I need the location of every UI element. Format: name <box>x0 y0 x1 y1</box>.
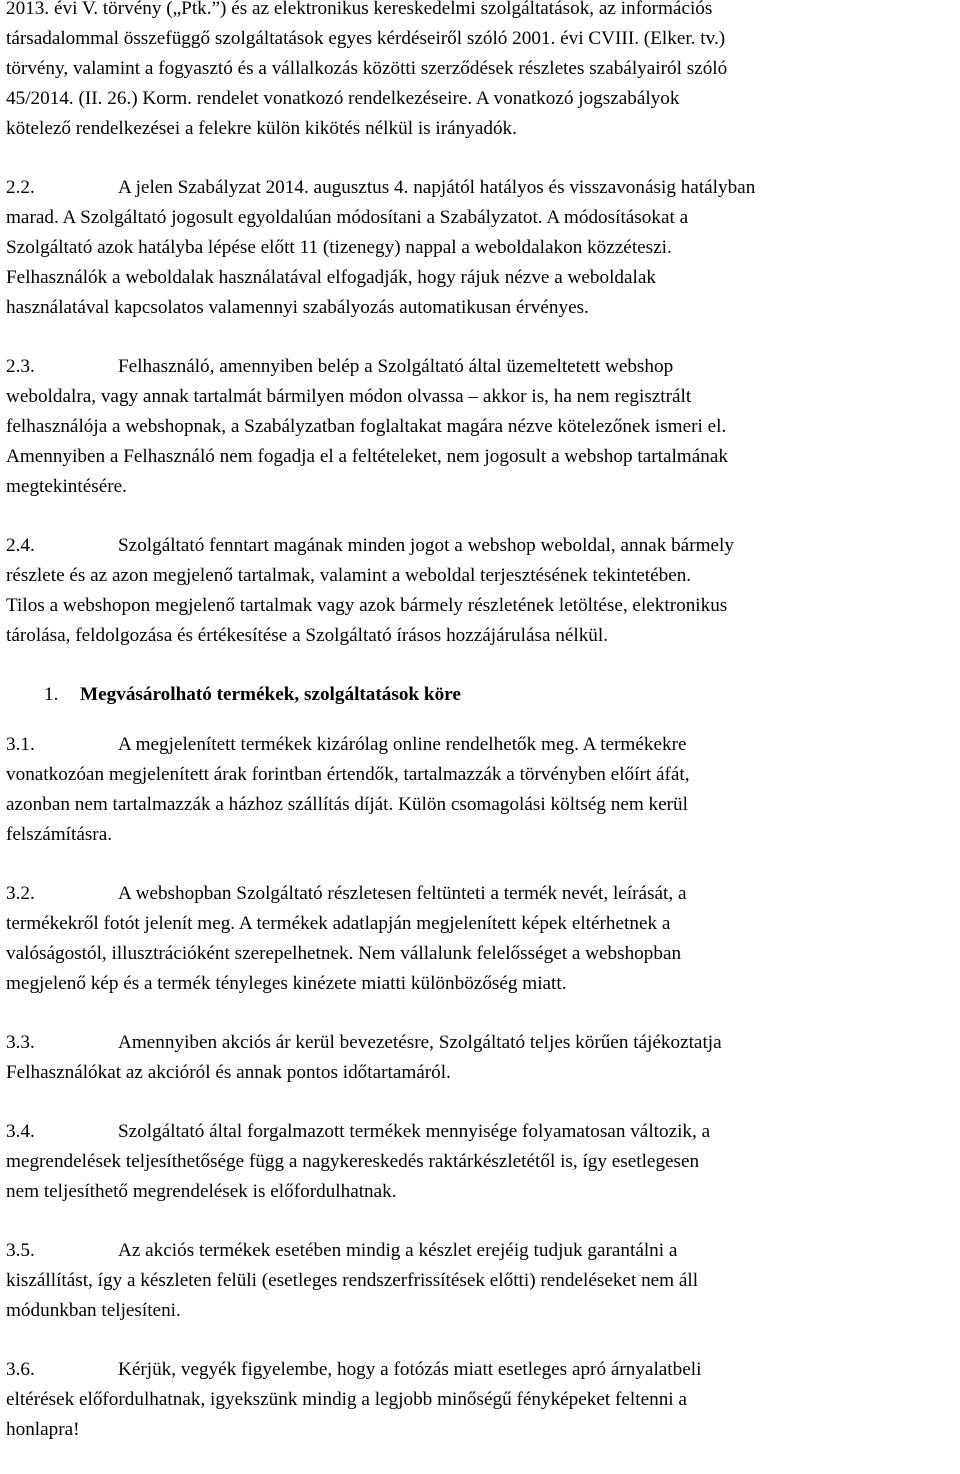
intro-line: kötelező rendelkezései a felekre külön kikötés nélkül is irányadók. <box>6 118 517 139</box>
section-2-2 <box>6 173 956 323</box>
section-line: Szolgáltató azok hatályba lépése előtt 11 (tizenegy) nappal a weboldalakon közzéteszi. <box>6 237 672 258</box>
intro-paragraph <box>6 0 956 144</box>
section-number: 3.1. <box>6 734 35 755</box>
section-line: részlete és az azon megjelenő tartalmak, valamint a weboldal terjesztésének tekintetében. <box>6 565 692 586</box>
section-line: eltérések előfordulhatnak, igyekszünk mindig a legjobb minőségű fényképeket feltenni a <box>6 1389 687 1410</box>
section-line: megjelenő kép és a termék tényleges kinézete miatti különbözőség miatt. <box>6 973 567 994</box>
section-line: vonatkozóan megjelenített árak forintban értendők, tartalmazzák a törvényben előírt áfát, <box>6 764 690 785</box>
section-line: azonban nem tartalmazzák a házhoz szállítás díját. Külön csomagolási költség nem kerül <box>6 794 688 815</box>
section-line: nem teljesíthető megrendelések is előfordulhatnak. <box>6 1181 397 1202</box>
section-line: A megjelenített termékek kizárólag online rendelhetők meg. A termékekre <box>118 734 687 755</box>
document-page <box>6 0 956 1474</box>
section-number: 3.6. <box>6 1359 35 1380</box>
section-3-5 <box>6 1236 956 1326</box>
section-2-4 <box>6 531 956 651</box>
section-3-2 <box>6 879 956 999</box>
section-line: felszámításra. <box>6 824 113 845</box>
section-line: felhasználója a webshopnak, a Szabályzatban foglaltakat magára nézve kötelezőnek ismeri el. <box>6 416 727 437</box>
section-line: valóságostól, illusztrációként szerepelhetnek. Nem vállalunk felelősséget a webshopban <box>6 943 682 964</box>
section-3-4 <box>6 1117 956 1207</box>
section-line: módunkban teljesíteni. <box>6 1300 181 1321</box>
section-line: megrendelések teljesíthetősége függ a nagykereskedés raktárkészletétől is, így esetlegesen <box>6 1151 700 1172</box>
section-line: termékekről fotót jelenít meg. A termékek adatlapján megjelenített képek eltérhetnek a <box>6 913 671 934</box>
section-number: 3.3. <box>6 1032 35 1053</box>
section-line: Felhasználókat az akcióról és annak pontos időtartamáról. <box>6 1062 451 1083</box>
section-line: Felhasználók a weboldalak használatával elfogadják, hogy rájuk nézve a weboldalak <box>6 267 656 288</box>
section-3-6 <box>6 1355 956 1445</box>
section-line: honlapra! <box>6 1419 80 1440</box>
section-number: 3.2. <box>6 883 35 904</box>
section-number: 2.3. <box>6 356 35 377</box>
section-line: Felhasználó, amennyiben belép a Szolgáltató által üzemeltetett webshop <box>118 356 674 377</box>
section-line: A jelen Szabályzat 2014. augusztus 4. napjától hatályos és visszavonásig hatályban <box>118 177 756 198</box>
section-line: megtekintésére. <box>6 476 127 497</box>
section-line: Amennyiben akciós ár kerül bevezetésre, Szolgáltató teljes körűen tájékoztatja <box>118 1032 722 1053</box>
section-line: tárolása, feldolgozása és értékesítése a Szolgáltató írásos hozzájárulása nélkül. <box>6 625 609 646</box>
section-3-1 <box>6 730 956 850</box>
section-line: Kérjük, vegyék figyelembe, hogy a fotózás miatt esetleges apró árnyalatbeli <box>118 1359 702 1380</box>
section-number: 3.5. <box>6 1240 35 1261</box>
section-number: 2.4. <box>6 535 35 556</box>
section-line: A webshopban Szolgáltató részletesen feltünteti a termék nevét, leírását, a <box>118 883 687 904</box>
section-line: Amennyiben a Felhasználó nem fogadja el a feltételeket, nem jogosult a webshop tartalmának <box>6 446 728 467</box>
heading-number: 1. <box>44 684 59 705</box>
section-line: használatával kapcsolatos valamennyi szabályozás automatikusan érvényes. <box>6 297 589 318</box>
intro-line: 2013. évi V. törvény („Ptk.”) és az elektronikus kereskedelmi szolgáltatások, az információs <box>6 0 713 19</box>
section-line: kiszállítást, így a készleten felüli (esetleges rendszerfrissítések előtti) rendeléseket nem áll <box>6 1270 699 1291</box>
section-line: marad. A Szolgáltató jogosult egyoldalúan módosítani a Szabályzatot. A módosításokat a <box>6 207 689 228</box>
intro-line: 45/2014. (II. 26.) Korm. rendelet vonatkozó rendelkezéseire. A vonatkozó jogszabályok <box>6 88 680 109</box>
section-line: Az akciós termékek esetében mindig a készlet erejéig tudjuk garantálni a <box>118 1240 678 1261</box>
heading-title: Megvásárolható termékek, szolgáltatások köre <box>80 684 461 705</box>
section-line: weboldalra, vagy annak tartalmát bármilyen módon olvassa – akkor is, ha nem regisztrált <box>6 386 692 407</box>
intro-line: törvény, valamint a fogyasztó és a vállalkozás közötti szerződések részletes szabályairól szóló <box>6 58 728 79</box>
section-line: Tilos a webshopon megjelenő tartalmak vagy azok bármely részletének letöltése, elektronikus <box>6 595 728 616</box>
section-2-3 <box>6 352 956 502</box>
section-number: 3.4. <box>6 1121 35 1142</box>
section-line: Szolgáltató által forgalmazott termékek mennyisége folyamatosan változik, a <box>118 1121 711 1142</box>
intro-line: társadalommal összefüggő szolgáltatások egyes kérdéseiről szóló 2001. évi CVIII. (Elker. tv.) <box>6 28 726 49</box>
section-3-3 <box>6 1028 956 1088</box>
section-line: Szolgáltató fenntart magának minden jogot a webshop weboldal, annak bármely <box>118 535 734 556</box>
section-number: 2.2. <box>6 177 35 198</box>
section-heading <box>6 680 956 710</box>
